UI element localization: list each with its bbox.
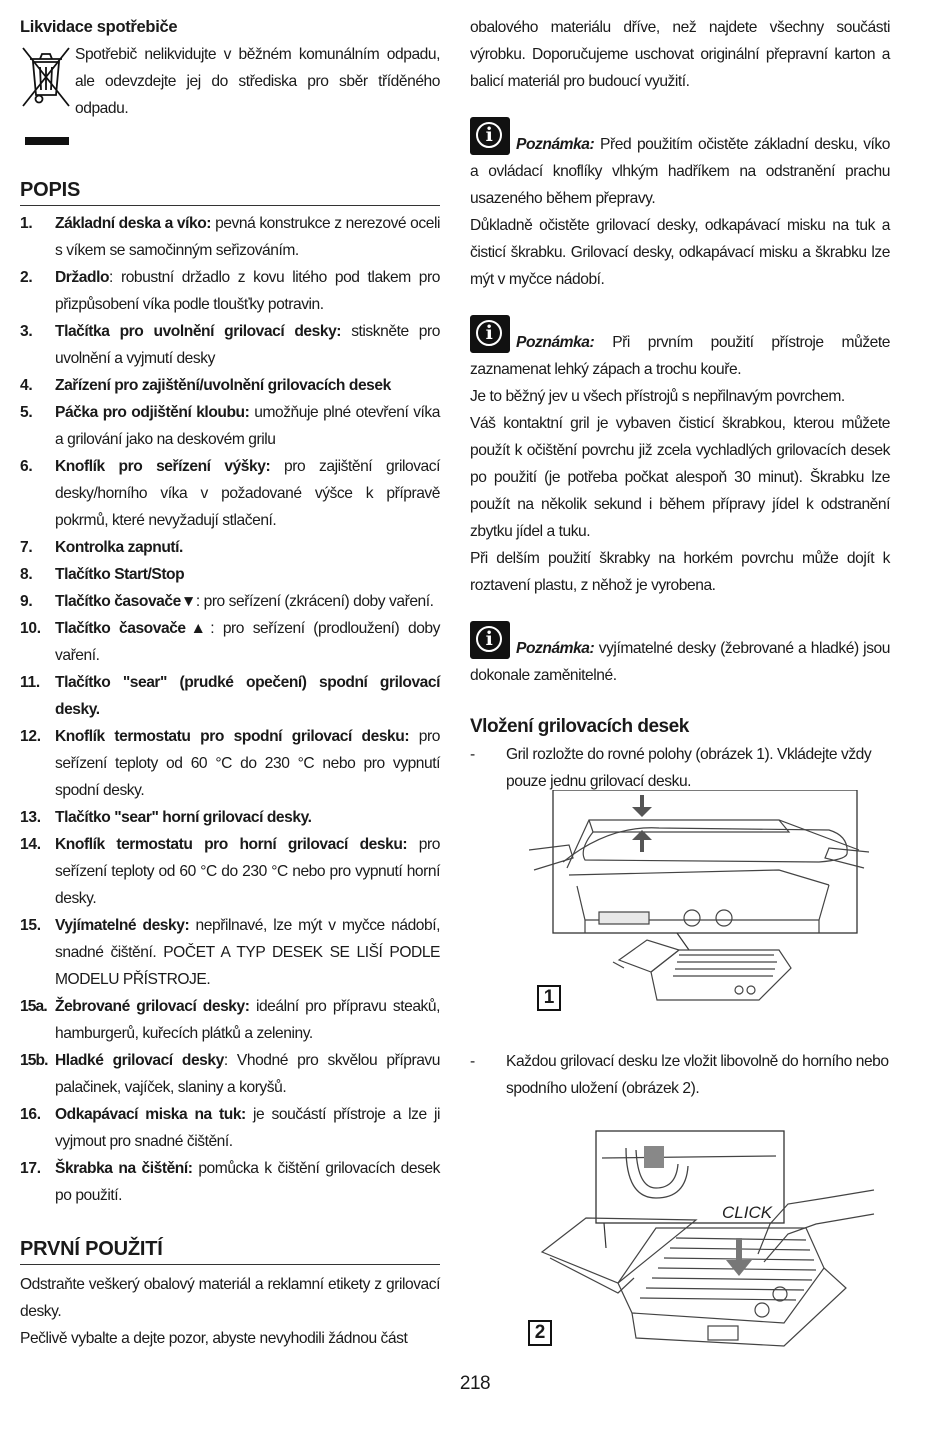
disposal-text: Spotřebič nelikvidujte v běžném komunálním odpadu, ale odevzdejte jej do střediska pro sběr tříděného odpadu. <box>75 46 440 117</box>
click-label: CLICK <box>722 1203 773 1222</box>
item-label: Škrabka na čištění: <box>55 1160 193 1177</box>
item-text: pro seřízení teploty od 60 °C do 230 °C nebo pro vypnutí horní desky. <box>55 836 440 907</box>
disposal-heading: Likvidace spotřebiče <box>20 18 178 36</box>
item-text: : robustní držadlo z kovu litého pod tlakem pro přizpůsobení víka podle tloušťky potravin. <box>55 269 440 313</box>
item-number: 7. <box>20 539 33 556</box>
disposal-bar <box>25 137 69 145</box>
left-column <box>20 14 440 1352</box>
item-text: umožňuje plné otevření víka a grilování jako na deskovém grilu <box>55 404 441 448</box>
description-heading: POPIS <box>20 175 440 206</box>
description-item <box>20 1155 440 1209</box>
info-icon: i <box>470 117 510 155</box>
first-use-paragraph-1: Odstraňte veškerý obalový materiál a reklamní etikety z grilovací desky. <box>20 1276 440 1320</box>
note-2-paragraph-2: Je to běžný jev u všech přístrojů s nepřilnavým povrchem. <box>470 388 845 405</box>
description-item <box>20 1047 440 1101</box>
item-number: 15. <box>20 917 41 934</box>
note-2 <box>470 311 890 599</box>
figure-2-label: 2 <box>528 1320 552 1346</box>
item-number: 1. <box>20 215 33 232</box>
figure-1-label: 1 <box>537 985 561 1011</box>
insert-plates-heading: Vložení grilovacích desek <box>470 716 689 737</box>
item-number: 4. <box>20 377 33 394</box>
item-text: stiskněte pro uvolnění a vyjmutí desky <box>55 323 440 367</box>
description-item <box>20 615 440 669</box>
item-text: : pro seřízení (prodloužení) doby vaření. <box>55 620 440 664</box>
figure-1-illustration <box>529 790 869 1020</box>
item-number: 3. <box>20 323 33 340</box>
item-text: pomůcka k čištění grilovacích desek po použití. <box>55 1160 441 1204</box>
item-number: 6. <box>20 458 33 475</box>
insert-step-2-block <box>470 1048 890 1102</box>
item-number: 14. <box>20 836 41 853</box>
note-label: Poznámka: <box>516 334 595 351</box>
item-number: 17. <box>20 1160 41 1177</box>
insert-steps-list <box>470 741 890 795</box>
item-text: pro zajištění grilovací desky/horního víka v požadované výšce k přípravě pokrmů, které nevyžadují stlačení. <box>55 458 440 529</box>
description-item <box>20 723 440 804</box>
item-label: Knoflík pro seřízení výšky: <box>55 458 271 475</box>
description-item <box>20 588 440 615</box>
note-label: Poznámka: <box>516 640 595 657</box>
item-label: Držadlo <box>55 269 110 286</box>
item-label: Hladké grilovací desky <box>55 1052 224 1069</box>
description-item <box>20 318 440 372</box>
item-label: Základní deska a víko: <box>55 215 212 232</box>
item-text: : Vhodné pro skvělou přípravu palačinek, vajíček, slaniny a koryšů. <box>55 1052 440 1096</box>
description-list <box>20 210 440 1209</box>
insert-step-2-text: Každou grilovací desku lze vložit libovolně do horního nebo spodního uložení (obrázek 2). <box>506 1053 889 1097</box>
description-item <box>20 534 440 561</box>
description-item <box>20 804 440 831</box>
note-2-paragraph-4: Při delším použití škrabky na horkém povrchu může dojít k roztavení plastu, z něhož je vyrobena. <box>470 550 890 594</box>
insert-step-1 <box>470 741 890 795</box>
item-text: ideální pro přípravu steaků, hamburgerů, kuřecích plátků a zeleniny. <box>55 998 440 1042</box>
item-text: je součástí přístroje a lze ji vyjmout pro snadné čištění. <box>55 1106 440 1150</box>
item-label: Knoflík termostatu pro horní grilovací desku: <box>55 836 408 853</box>
description-item <box>20 372 440 399</box>
description-item <box>20 399 440 453</box>
insert-step-1-text: Gril rozložte do rovné polohy (obrázek 1). Vkládejte vždy pouze jednu grilovací desku. <box>506 746 872 790</box>
item-number: 12. <box>20 728 41 745</box>
item-label: Páčka pro odjištění kloubu: <box>55 404 250 421</box>
description-item <box>20 1101 440 1155</box>
first-use-heading: PRVNÍ POUŽITÍ <box>20 1234 440 1265</box>
note-3-text: vyjímatelné desky (žebrované a hladké) jsou dokonale zaměnitelné. <box>470 640 890 684</box>
note-2-text: Při prvním použití přístroje můžete zaznamenat lehký zápach a trochu kouře. <box>470 334 890 378</box>
figure-2 <box>526 1128 876 1350</box>
description-item <box>20 831 440 912</box>
description-item <box>20 993 440 1047</box>
item-number: 15a. <box>20 998 47 1015</box>
description-item <box>20 210 440 264</box>
first-use-paragraph-2-continued: obalového materiálu dříve, než najdete všechny součásti výrobku. Doporučujeme uschovat originální přepravní karton a balicí materiál pro budoucí využití. <box>470 19 890 90</box>
item-label: Vyjímatelné desky: <box>55 917 190 934</box>
insert-steps-list-2 <box>470 1048 890 1102</box>
item-label: Tlačítko časovače▼ <box>55 593 196 610</box>
item-label: Odkapávací miska na tuk: <box>55 1106 246 1123</box>
description-item <box>20 669 440 723</box>
figure-1 <box>529 790 869 1020</box>
insert-step-2 <box>470 1048 890 1102</box>
item-number: 8. <box>20 566 33 583</box>
description-item <box>20 264 440 318</box>
info-icon: i <box>470 315 510 353</box>
note-2-paragraph-3: Váš kontaktní gril je vybaven čisticí škrabkou, kterou můžete použít k očištění povrchu již zcela vychladlých grilovacích desek po použití (je potřeba počkat alespoň 30 minut). Škrabku lze použít na několik sekund i během přípravy jídel k odstranění zbytku jídel a tuku. <box>470 415 890 540</box>
dash-marker: - <box>470 746 475 763</box>
info-icon: i <box>470 621 510 659</box>
item-label: Knoflík termostatu pro spodní grilovací desku: <box>55 728 410 745</box>
item-label: Tlačítko časovače▲ <box>55 620 211 637</box>
item-number: 9. <box>20 593 33 610</box>
description-item <box>20 912 440 993</box>
disposal-section <box>20 41 440 141</box>
item-text: : pro seřízení (zkrácení) doby vaření. <box>195 593 434 610</box>
item-label: Tlačítko "sear" (prudké opečení) spodní grilovací desky. <box>55 674 440 718</box>
item-label: Tlačítko Start/Stop <box>55 566 185 583</box>
item-number: 5. <box>20 404 33 421</box>
note-label: Poznámka: <box>516 136 595 153</box>
note-1-text: Před použitím očistěte základní desku, víko a ovládací knoflíky vlhkým hadříkem na odstranění prachu usazeného během přepravy. <box>470 136 890 207</box>
description-item <box>20 561 440 588</box>
description-item <box>20 453 440 534</box>
item-number: 13. <box>20 809 41 826</box>
note-1-paragraph-2: Důkladně očistěte grilovací desky, odkapávací misku na tuk a čisticí škrabku. Grilovací desky, odkapávací misku a škrabku lze mýt v myčce nádobí. <box>470 217 890 288</box>
item-number: 10. <box>20 620 41 637</box>
item-text: pevná konstrukce z nerezové oceli s víkem se samočinným seřizováním. <box>55 215 440 259</box>
item-label: Tlačítka pro uvolnění grilovací desky: <box>55 323 342 340</box>
item-number: 11. <box>20 674 40 691</box>
figure-2-illustration <box>526 1128 876 1350</box>
item-number: 15b. <box>20 1052 48 1069</box>
item-number: 16. <box>20 1106 41 1123</box>
item-label: Žebrované grilovací desky: <box>55 998 250 1015</box>
page-number: 218 <box>459 1373 491 1394</box>
item-number: 2. <box>20 269 33 286</box>
first-use-paragraph-2-start: Pečlivě vybalte a dejte pozor, abyste nevyhodili žádnou část <box>20 1330 408 1347</box>
note-3 <box>470 617 890 689</box>
right-column <box>470 14 890 795</box>
note-1 <box>470 113 890 293</box>
crossed-out-wheelie-bin-icon <box>20 45 72 109</box>
item-text: pro seřízení teploty od 60 °C do 230 °C nebo pro vypnutí spodní desky. <box>55 728 440 799</box>
item-text: nepřilnavé, lze mýt v myčce nádobí, snadné čištění. POČET A TYP DESEK SE LIŠÍ PODLE MODELU PŘÍSTROJE. <box>55 917 440 988</box>
dash-marker: - <box>470 1053 475 1070</box>
item-label: Kontrolka zapnutí. <box>55 539 183 556</box>
item-label: Tlačítko "sear" horní grilovací desky. <box>55 809 312 826</box>
item-label: Zařízení pro zajištění/uvolnění grilovacích desek <box>55 377 391 394</box>
